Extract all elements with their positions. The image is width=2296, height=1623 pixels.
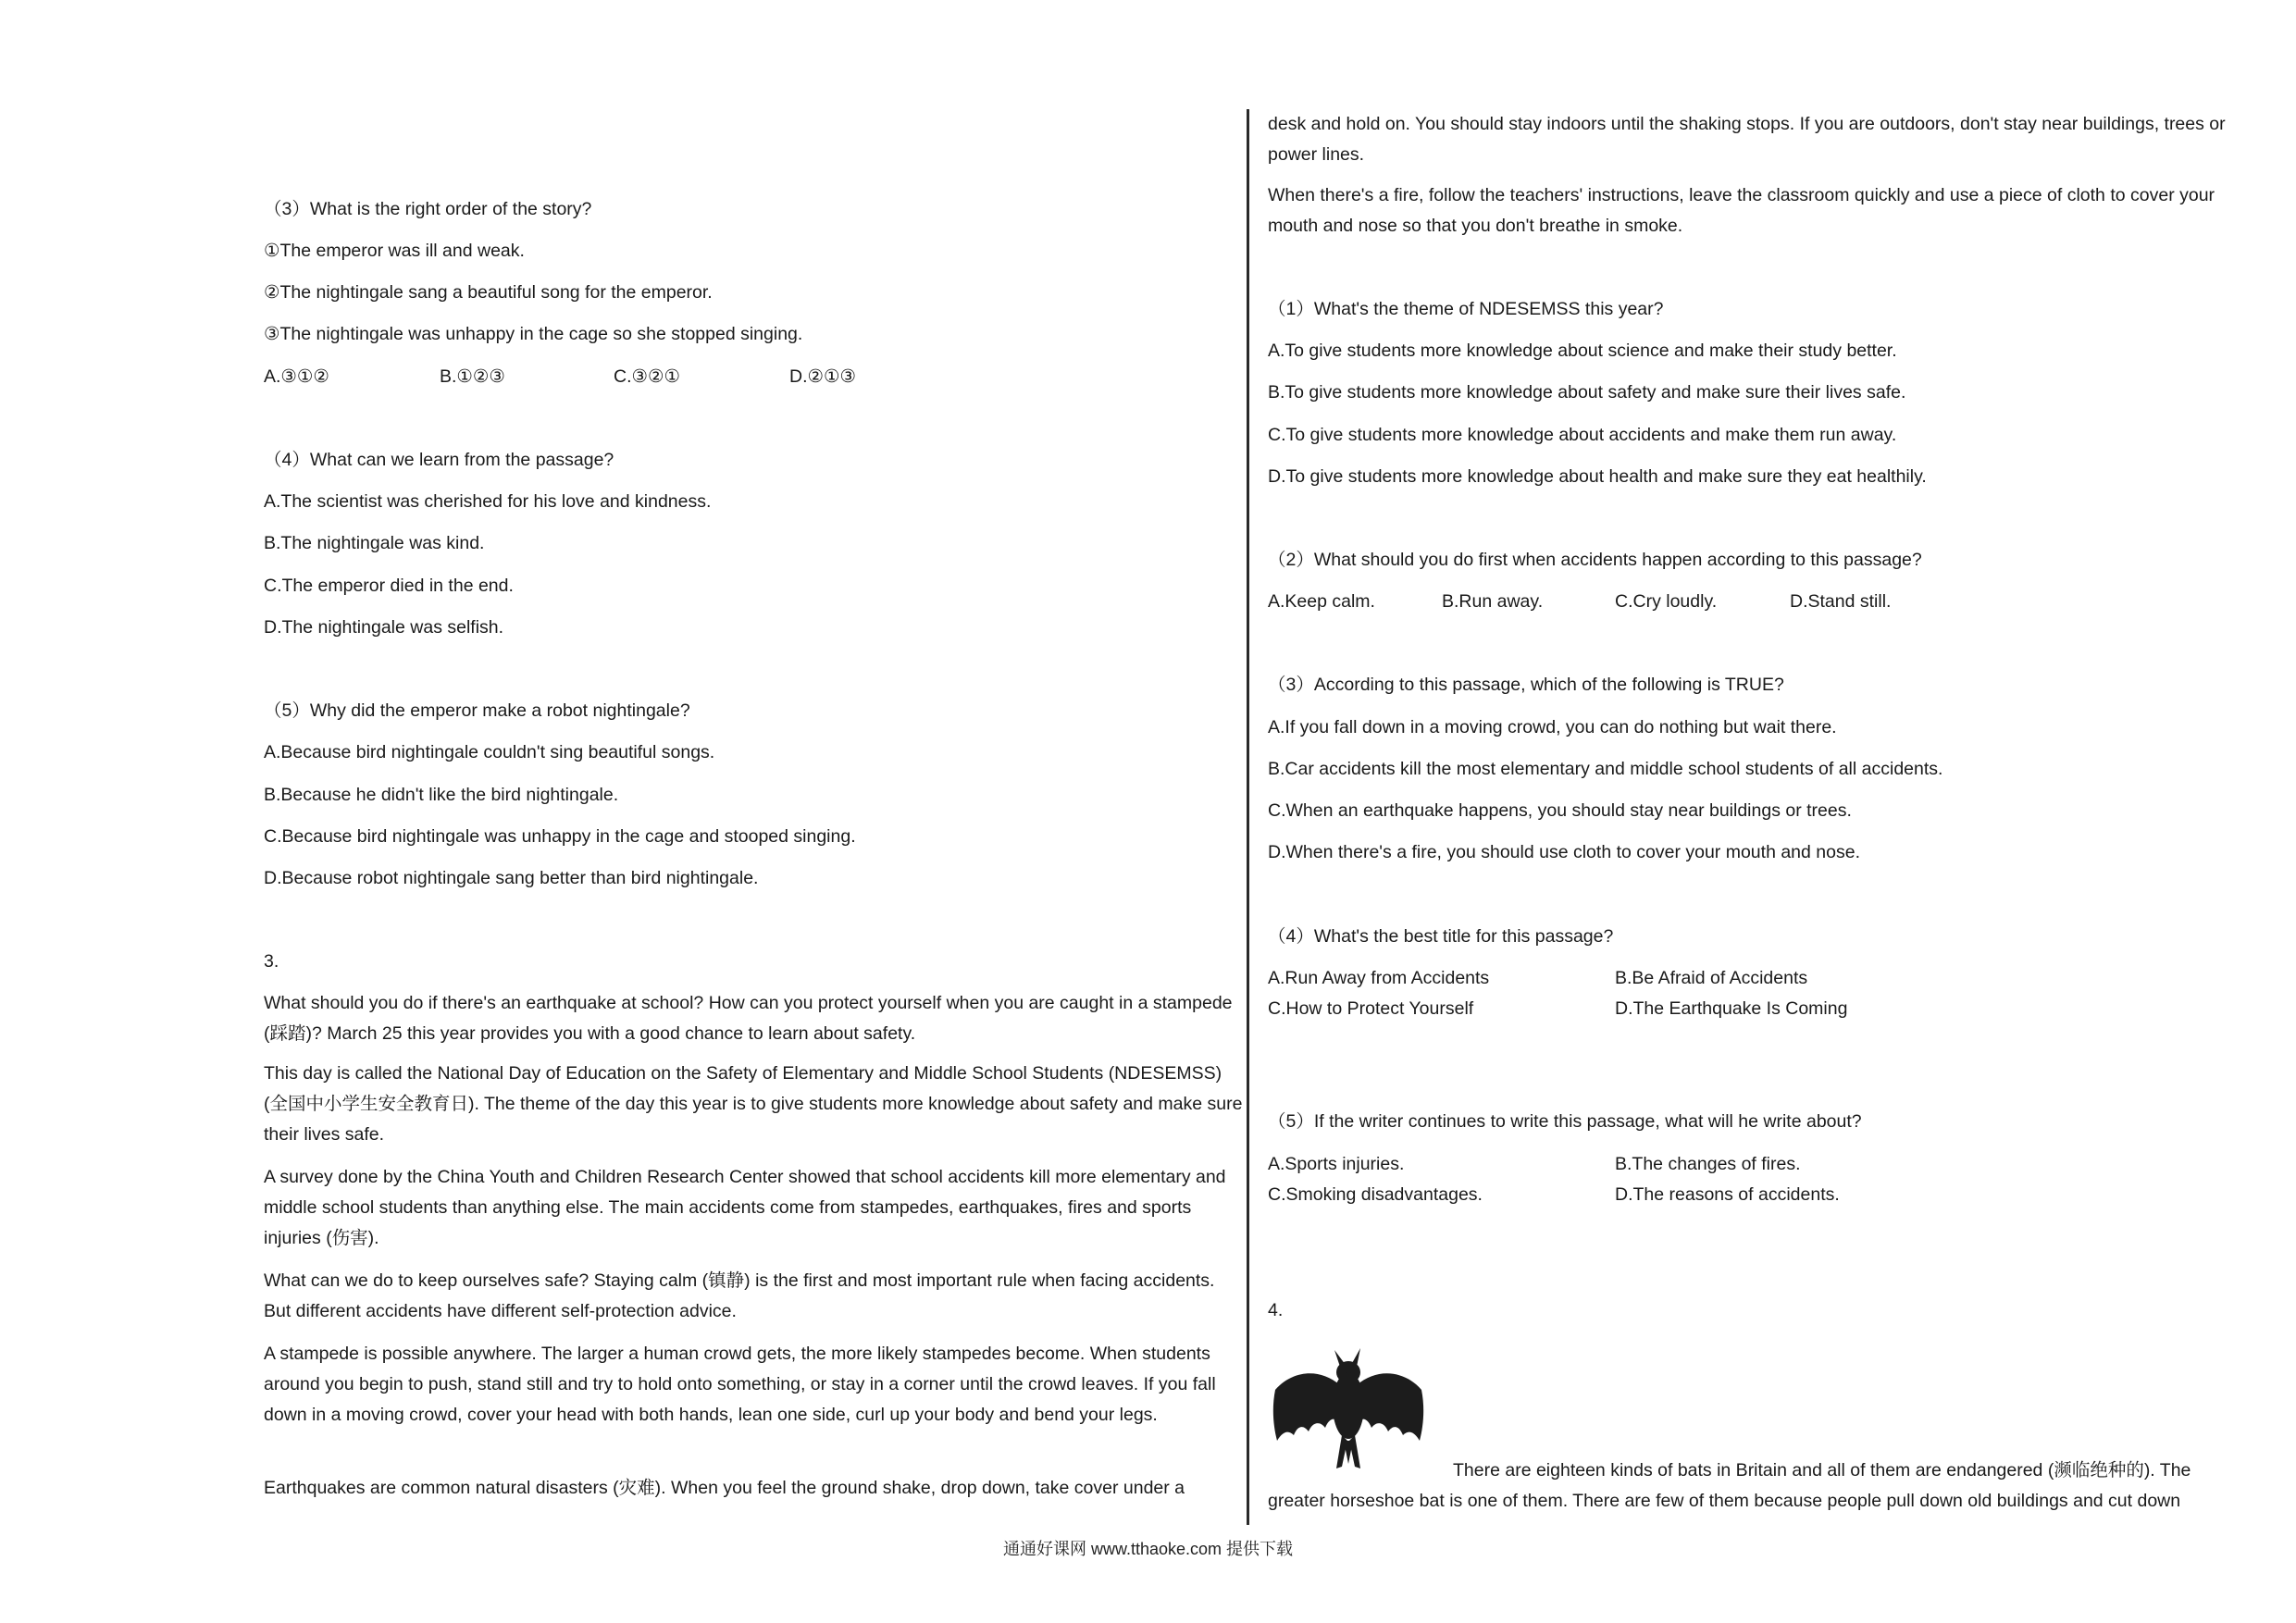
question-2-title: （2）What should you do first when accidents happen according to this passage?	[1268, 550, 1922, 570]
question-4-title: （4）What's the best title for this passage?	[1268, 926, 1614, 947]
passage-paragraph: A survey done by the China Youth and Children Research Center showed that school accidents kill more elementary and middle school students than anything else. The main accidents come from stampedes, earthquakes, fires and sports injuries (伤害).	[264, 1167, 1226, 1248]
option-a: A.Run Away from Accidents	[1268, 968, 1490, 988]
order-item-1: ①The emperor was ill and weak.	[264, 241, 525, 261]
passage-paragraph: A stampede is possible anywhere. The larger a human crowd gets, the more likely stampedes become. When students around you begin to push, stand still and try to hold onto something, or stay in a corner until the crowd leaves. If you fall down in a moving crowd, cover your head with both hands, lean one side, curl up your body and bend your legs.	[264, 1344, 1216, 1425]
passage-paragraph: When there's a fire, follow the teachers' instructions, leave the classroom quickly and use a piece of cloth to cover your mouth and nose so that you don't breathe in smoke.	[1268, 185, 2215, 236]
option-a: A.Keep calm.	[1268, 591, 1375, 612]
option-b: B.Run away.	[1442, 591, 1544, 612]
option-a: A.Because bird nightingale couldn't sing beautiful songs.	[264, 742, 715, 762]
question-4-title: （4）What can we learn from the passage?	[264, 450, 614, 470]
option-a: A.Sports injuries.	[1268, 1154, 1405, 1174]
passage-number: 3.	[264, 951, 279, 972]
passage-paragraph: This day is called the National Day of Education on the Safety of Elementary and Middle School Students (NDESEMSS) (全国中小学生安全教育日). The theme of the day this year is to give students more knowledge about safety and make sure their lives safe.	[264, 1063, 1243, 1145]
option-a: A.To give students more knowledge about science and make their study better.	[1268, 341, 1897, 361]
option-d: D.Because robot nightingale sang better than bird nightingale.	[264, 868, 759, 888]
option-d: D.The Earthquake Is Coming	[1615, 998, 1848, 1019]
passage-paragraph: What should you do if there's an earthquake at school? How can you protect yourself when you are caught in a stampede (踩踏)? March 25 this year provides you with a good chance to learn about safety.	[264, 993, 1233, 1044]
option-c: C.Cry loudly.	[1615, 591, 1718, 612]
question-3-title: （3）According to this passage, which of the following is TRUE?	[1268, 675, 1784, 695]
option-d: D.When there's a fire, you should use cloth to cover your mouth and nose.	[1268, 842, 1860, 862]
question-3-title: （3）What is the right order of the story?	[264, 199, 592, 219]
passage-paragraph: Earthquakes are common natural disasters (灾难). When you feel the ground shake, drop down, take cover under a	[264, 1478, 1185, 1498]
column-divider	[1247, 109, 1249, 1525]
option-a: A.If you fall down in a moving crowd, you can do nothing but wait there.	[1268, 717, 1837, 737]
bat-image	[1268, 1339, 1430, 1478]
option-c: C.③②①	[614, 366, 680, 387]
passage-paragraph: What can we do to keep ourselves safe? Staying calm (镇静) is the first and most important rule when facing accidents. But different accidents have different self-protection advice.	[264, 1270, 1215, 1321]
option-b: B.①②③	[440, 366, 505, 387]
question-5-title: （5）Why did the emperor make a robot nightingale?	[264, 700, 690, 721]
option-c: C.To give students more knowledge about accidents and make them run away.	[1268, 425, 1897, 445]
order-item-2: ②The nightingale sang a beautiful song for the emperor.	[264, 282, 713, 303]
option-c: C.How to Protect Yourself	[1268, 998, 1474, 1019]
option-b: B.The changes of fires.	[1615, 1154, 1801, 1174]
option-d: D.To give students more knowledge about health and make sure they eat healthily.	[1268, 466, 1927, 487]
option-b: B.To give students more knowledge about safety and make sure their lives safe.	[1268, 382, 1906, 403]
option-d: D.The nightingale was selfish.	[264, 617, 504, 638]
passage-number: 4.	[1268, 1300, 1284, 1320]
option-c: C.Smoking disadvantages.	[1268, 1184, 1483, 1205]
question-1-title: （1）What's the theme of NDESEMSS this year?	[1268, 299, 1664, 319]
option-d: D.Stand still.	[1790, 591, 1892, 612]
option-b: B.Car accidents kill the most elementary and middle school students of all accidents.	[1268, 759, 1943, 779]
order-item-3: ③The nightingale was unhappy in the cage so she stopped singing.	[264, 324, 803, 344]
option-c: C.When an earthquake happens, you should stay near buildings or trees.	[1268, 800, 1852, 821]
passage-paragraph: desk and hold on. You should stay indoors until the shaking stops. If you are outdoors, don't stay near buildings, trees or power lines.	[1268, 114, 2226, 165]
passage-line: There are eighteen kinds of bats in Britain and all of them are endangered (濒临绝种的). The	[1453, 1460, 2191, 1481]
option-b: B.Because he didn't like the bird nightingale.	[264, 785, 619, 805]
option-d: D.②①③	[789, 366, 856, 387]
option-b: B.The nightingale was kind.	[264, 533, 485, 553]
option-a: A.The scientist was cherished for his love and kindness.	[264, 491, 712, 512]
option-c: C.The emperor died in the end.	[264, 576, 514, 596]
passage-line: greater horseshoe bat is one of them. There are few of them because people pull down old buildings and cut down	[1268, 1491, 2181, 1511]
option-c: C.Because bird nightingale was unhappy in the cage and stooped singing.	[264, 826, 856, 847]
option-d: D.The reasons of accidents.	[1615, 1184, 1840, 1205]
question-5-title: （5）If the writer continues to write this passage, what will he write about?	[1268, 1111, 1862, 1132]
option-a: A.③①②	[264, 366, 329, 387]
page-footer: 通通好课网 www.tthaoke.com 提供下载	[1002, 1540, 1294, 1558]
option-b: B.Be Afraid of Accidents	[1615, 968, 1808, 988]
